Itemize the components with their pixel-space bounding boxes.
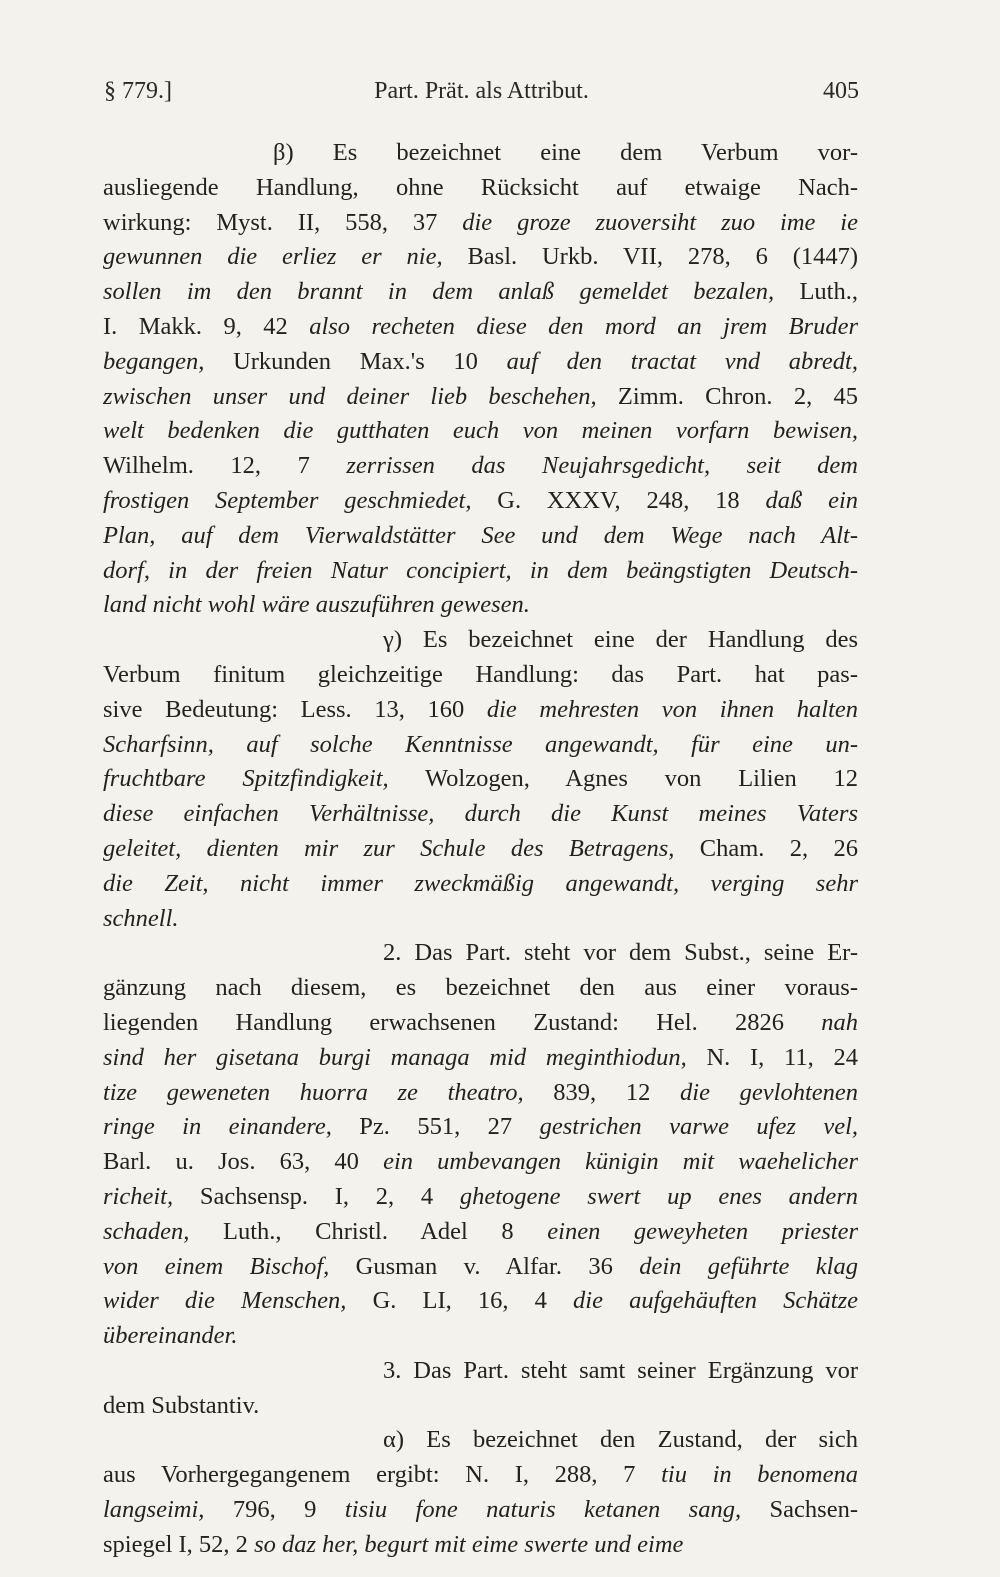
italic-quotation: gestrichen varwe ufez vel, (539, 1113, 858, 1141)
text-line (103, 762, 858, 797)
text-segment: I. Makk. 9, 42 (103, 312, 310, 340)
italic-quotation: nah (821, 1008, 858, 1036)
text-segment: Sachsen- (741, 1496, 858, 1524)
text-line (103, 1006, 858, 1041)
text-line (103, 136, 858, 171)
italic-quotation: fruchtbare Spitzfindigkeit, (103, 765, 389, 793)
text-line (103, 310, 858, 345)
text-segment: Wolzogen, Agnes von Lilien 12 (388, 765, 858, 793)
text-segment: Basl. Urkb. VII, 278, 6 (1447) (442, 243, 858, 271)
italic-quotation: Plan, auf dem Vierwaldstätter See und dem Wege nach Alt- (103, 521, 858, 549)
italic-quotation: die aufgehäuften Schätze (573, 1287, 858, 1315)
body-text (103, 136, 858, 1563)
text-segment: G. LI, 16, 4 (346, 1287, 574, 1315)
text-line (103, 206, 858, 241)
text-line (103, 1389, 858, 1424)
text-segment: Pz. 551, 27 (331, 1113, 540, 1141)
italic-quotation: Scharfsinn, auf solche Kenntnisse angewandt, für eine un- (103, 730, 858, 758)
text-line (103, 902, 858, 937)
running-header (104, 78, 859, 114)
text-line (103, 658, 858, 693)
text-line (103, 519, 858, 554)
italic-quotation: langseimi, (103, 1496, 205, 1524)
text-line (103, 345, 858, 380)
text-segment: spiegel I, 52, 2 (103, 1530, 255, 1558)
text-segment: dem Substantiv. (103, 1391, 260, 1419)
italic-quotation: welt bedenken die gutthaten euch von meinen vorfarn bewisen, (103, 417, 858, 445)
text-segment: γ) Es bezeichnet eine der Handlung des (383, 626, 858, 654)
text-segment: Wilhelm. 12, 7 (103, 452, 347, 480)
italic-quotation: so daz her, begurt mit eime swerte und eime (254, 1530, 684, 1558)
text-line (103, 693, 858, 728)
text-segment: Verbum finitum gleichzeitige Handlung: das Part. hat pas- (103, 660, 858, 688)
italic-quotation: die gevlohtenen (680, 1078, 858, 1106)
italic-quotation: schaden, (103, 1217, 190, 1245)
text-line (103, 1493, 858, 1528)
italic-quotation: ghetogene swert up enes andern (459, 1182, 858, 1210)
text-segment: ausliegende Handlung, ohne Rücksicht auf etwaige Nach- (103, 173, 858, 201)
italic-quotation: schnell. (103, 904, 179, 932)
text-line (103, 1076, 858, 1111)
text-line (103, 1458, 858, 1493)
italic-quotation: sind her gisetana burgi managa mid meginthiodun, (103, 1043, 687, 1071)
italic-quotation: geleitet, dienten mir zur Schule des Betragens, (103, 834, 675, 862)
text-segment: β) Es bezeichnet eine dem Verbum vor- (273, 139, 858, 166)
text-segment: wirkung: Myst. II, 558, 37 (103, 208, 463, 236)
text-line (103, 936, 858, 971)
text-segment: Zimm. Chron. 2, 45 (596, 382, 858, 410)
text-line (103, 1041, 858, 1076)
text-line (103, 1110, 858, 1145)
italic-quotation: also recheten diese den mord an jrem Bruder (309, 312, 858, 340)
text-line (103, 240, 858, 275)
text-line (103, 971, 858, 1006)
text-line (103, 449, 858, 484)
text-segment: 796, 9 (204, 1496, 345, 1524)
italic-quotation: land nicht wohl wäre auszuführen gewesen. (103, 591, 530, 619)
text-line (103, 1354, 858, 1389)
text-line (103, 797, 858, 832)
running-title: Part. Prät. als Attribut. (374, 78, 589, 104)
text-line (103, 1528, 858, 1563)
italic-quotation: richeit, (103, 1182, 174, 1210)
text-line (103, 484, 858, 519)
text-segment: G. XXXV, 248, 18 (471, 486, 766, 514)
text-segment: liegenden Handlung erwachsenen Zustand: Hel. 2826 (103, 1008, 822, 1036)
text-segment: 839, 12 (523, 1078, 681, 1106)
text-line (103, 1250, 858, 1285)
italic-quotation: begangen, (103, 347, 205, 375)
italic-quotation: die Zeit, nicht immer zweckmäßig angewandt, verging sehr (103, 869, 858, 897)
text-line (103, 1180, 858, 1215)
text-segment: Barl. u. Jos. 63, 40 (103, 1148, 384, 1176)
text-segment: aus Vorhergegangenem ergibt: N. I, 288, 7 (103, 1461, 662, 1489)
text-line (103, 171, 858, 206)
italic-quotation: sollen im den brannt in dem anlaß gemeldet bezalen, (103, 278, 775, 306)
italic-quotation: zwischen unser und deiner lieb beschehen, (103, 382, 597, 410)
italic-quotation: frostigen September geschmiedet, (103, 486, 472, 514)
text-line (103, 1423, 858, 1458)
italic-quotation: tize geweneten huorra ze theatro, (103, 1078, 524, 1106)
text-line (103, 1319, 858, 1354)
text-segment: sive Bedeutung: Less. 13, 160 (103, 695, 487, 723)
italic-quotation: dein geführte klag (639, 1252, 858, 1280)
text-segment: Urkunden Max.'s 10 (204, 347, 507, 375)
page-number: 405 (823, 78, 859, 104)
italic-quotation: tiu in benomena (661, 1461, 858, 1489)
italic-quotation: von einem Bischof, (103, 1252, 330, 1280)
italic-quotation: zerrissen das Neujahrsgedicht, seit dem (346, 452, 858, 480)
italic-quotation: die groze zuoversiht zuo ime ie (462, 208, 858, 236)
text-line (103, 832, 858, 867)
italic-quotation: die mehresten von ihnen halten (486, 695, 858, 723)
italic-quotation: ringe in einandere, (103, 1113, 332, 1141)
text-line (103, 380, 858, 415)
text-line (103, 623, 858, 658)
text-segment: Luth., Christl. Adel 8 (189, 1217, 548, 1245)
italic-quotation: ein umbevangen künigin mit waehelicher (383, 1148, 858, 1176)
text-segment: α) Es bezeichnet den Zustand, der sich (383, 1426, 858, 1454)
text-line (103, 1145, 858, 1180)
italic-quotation: dorf, in der freien Natur concipiert, in dem beängstigten Deutsch- (103, 556, 858, 584)
italic-quotation: tisiu fone naturis ketanen sang, (344, 1496, 742, 1524)
text-segment: 2. Das Part. steht vor dem Subst., seine Er- (383, 939, 858, 967)
text-line (103, 275, 858, 310)
italic-quotation: auf den tractat vnd abredt, (506, 347, 858, 375)
text-segment: Sachsensp. I, 2, 4 (173, 1182, 460, 1210)
italic-quotation: gewunnen die erliez er nie, (103, 243, 443, 271)
text-segment: Gusman v. Alfar. 36 (329, 1252, 640, 1280)
italic-quotation: daß ein (765, 486, 858, 514)
italic-quotation: einen geweyheten priester (547, 1217, 858, 1245)
text-line (103, 1284, 858, 1319)
text-segment: N. I, 11, 24 (686, 1043, 858, 1071)
text-segment: 3. Das Part. steht samt seiner Ergänzung vor (383, 1356, 858, 1384)
text-line (103, 554, 858, 589)
text-line (103, 728, 858, 763)
section-number: § 779.] (104, 78, 172, 104)
text-line (103, 867, 858, 902)
text-line (103, 1215, 858, 1250)
italic-quotation: wider die Menschen, (103, 1287, 347, 1315)
italic-quotation: diese einfachen Verhältnisse, durch die Kunst meines Vaters (103, 800, 858, 828)
text-segment: Luth., (774, 278, 858, 306)
text-line (103, 588, 858, 623)
italic-quotation: übereinander. (103, 1322, 238, 1350)
text-line (103, 414, 858, 449)
text-segment: gänzung nach diesem, es bezeichnet den aus einer voraus- (103, 974, 858, 1002)
text-segment: Cham. 2, 26 (674, 834, 858, 862)
